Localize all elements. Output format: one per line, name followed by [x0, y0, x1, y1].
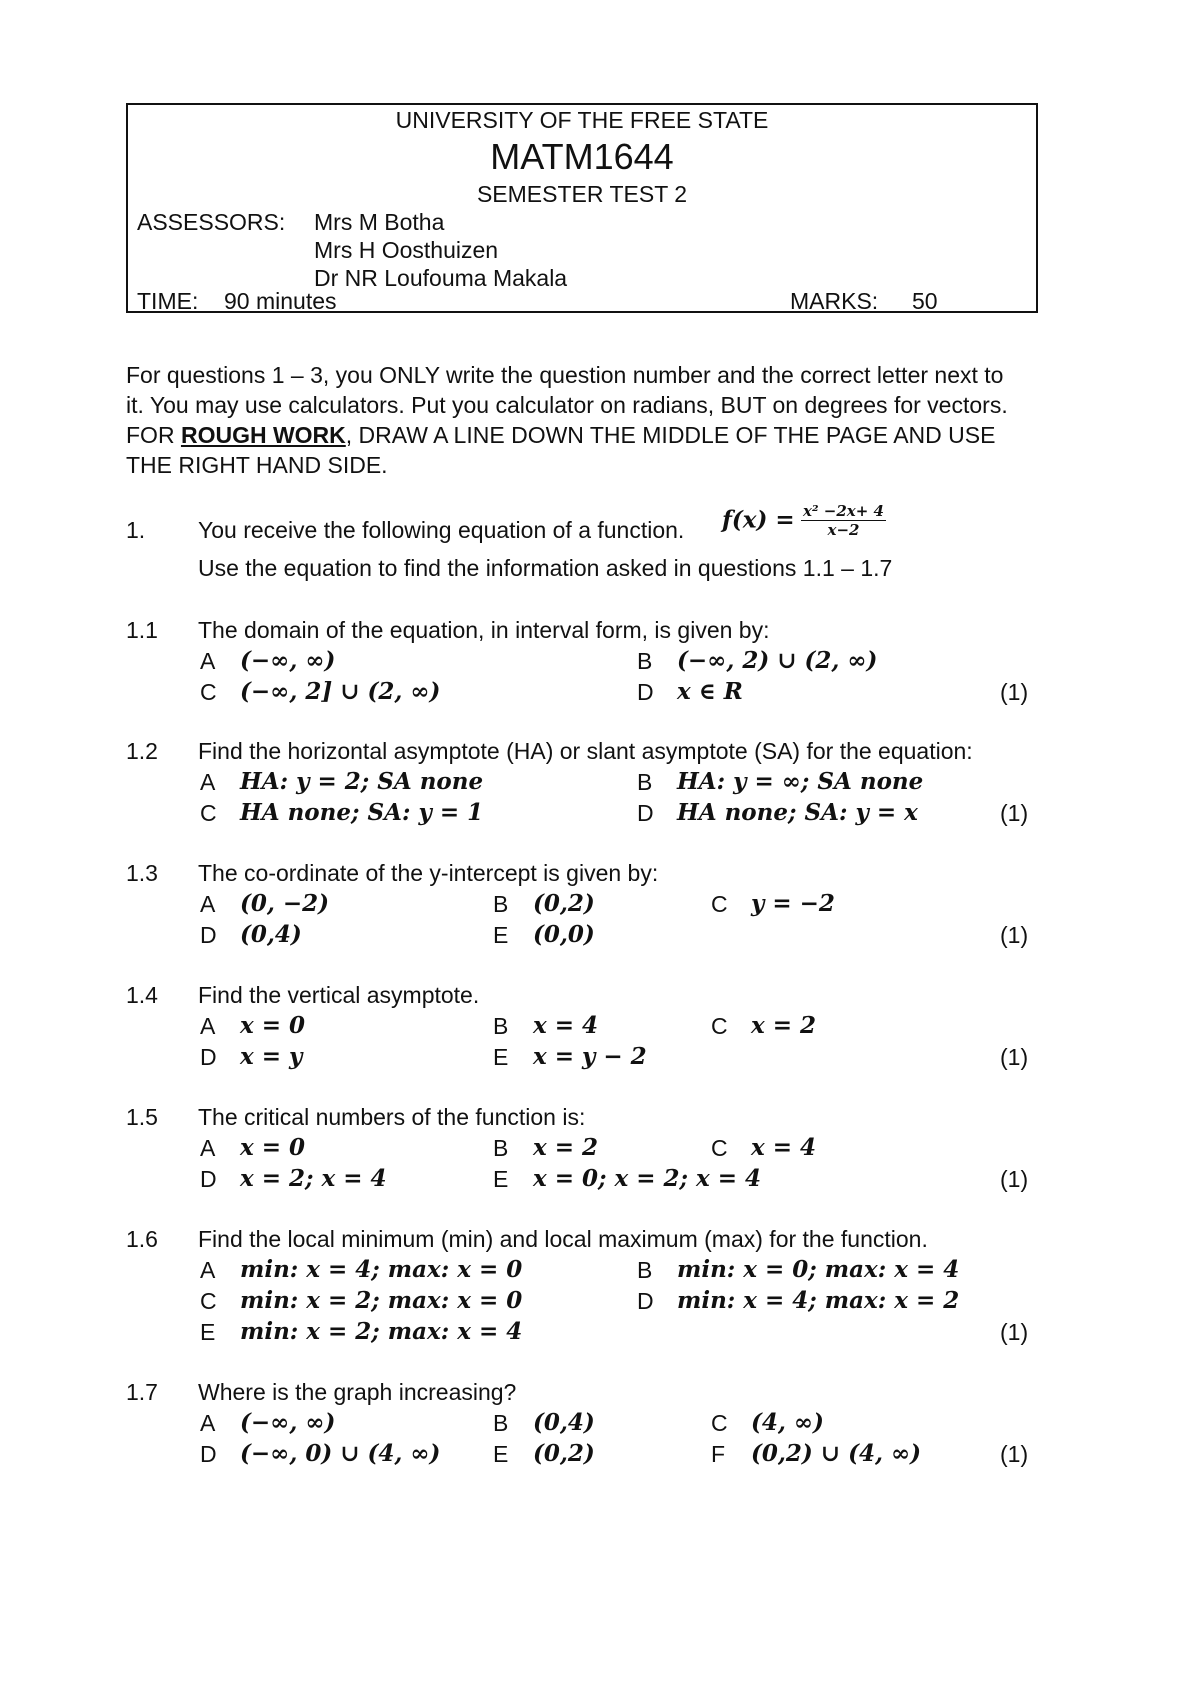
- option-value: (0,2): [533, 1440, 595, 1467]
- option-value: x = 4: [533, 1012, 599, 1039]
- option-value: (0,4): [240, 921, 302, 948]
- option-letter: D: [200, 1044, 217, 1070]
- option-value: HA none; SA: y = 1: [240, 799, 484, 826]
- option-letter: E: [493, 1441, 509, 1467]
- option-letter: A: [200, 769, 216, 795]
- option-letter: C: [711, 1410, 728, 1436]
- course-code: MATM1644: [490, 136, 674, 177]
- option-value: min: x = 4; max: x = 0: [240, 1256, 523, 1283]
- question-text: Where is the graph increasing?: [198, 1379, 517, 1405]
- option-letter: B: [637, 648, 653, 674]
- option-letter: E: [493, 1044, 509, 1070]
- instructions-line-2: it. You may use calculators. Put you calculator on radians, BUT on degrees for vectors.: [126, 392, 1008, 418]
- option-value: HA none; SA: y = x: [677, 799, 918, 826]
- option-letter: E: [493, 1166, 509, 1192]
- function-fraction: [801, 502, 886, 539]
- option-value: x = 2: [533, 1134, 599, 1161]
- rough-work-emphasis: ROUGH WORK: [180, 422, 346, 448]
- option-letter: D: [637, 800, 654, 826]
- function-equation: [722, 502, 886, 539]
- test-title: SEMESTER TEST 2: [476, 181, 688, 207]
- function-numerator: x² −2x+ 4: [803, 502, 884, 520]
- option-value: (−∞, ∞): [240, 1409, 336, 1436]
- option-value: (0,2): [533, 890, 595, 917]
- option-letter: C: [200, 1288, 217, 1314]
- option-value: min: x = 4; max: x = 2: [677, 1287, 960, 1314]
- option-letter: B: [637, 1257, 653, 1283]
- option-value: min: x = 2; max: x = 4: [240, 1318, 523, 1345]
- option-letter: D: [637, 1288, 654, 1314]
- question-number: 1.2: [126, 738, 158, 764]
- option-value: x = 0; x = 2; x = 4: [533, 1165, 762, 1192]
- question-number: 1.4: [126, 982, 158, 1008]
- question-mark: (1): [1000, 1319, 1029, 1345]
- option-letter: B: [493, 891, 509, 917]
- option-value: x = 2: [751, 1012, 817, 1039]
- option-letter: D: [637, 679, 654, 705]
- option-value: (0,4): [533, 1409, 595, 1436]
- question-mark: (1): [1000, 922, 1029, 948]
- instructions-line-3-pre: FOR: [126, 422, 181, 448]
- question-mark: (1): [1000, 1441, 1029, 1467]
- marks-value: 50: [912, 288, 938, 314]
- option-letter: D: [200, 1166, 217, 1192]
- option-value: (−∞, 0) ∪ (4, ∞): [240, 1440, 441, 1467]
- function-lhs: f(x) =: [722, 506, 795, 534]
- option-value: min: x = 2; max: x = 0: [240, 1287, 523, 1314]
- option-letter: A: [200, 1013, 216, 1039]
- option-letter: C: [200, 800, 217, 826]
- option-value: x = 4: [751, 1134, 817, 1161]
- question-text: Find the horizontal asymptote (HA) or slant asymptote (SA) for the equation:: [198, 738, 973, 764]
- option-value: (0,0): [533, 921, 595, 948]
- question-text: The critical numbers of the function is:: [198, 1104, 586, 1130]
- question-number: 1.7: [126, 1379, 158, 1405]
- question-mark: (1): [1000, 1044, 1029, 1070]
- option-value: (−∞, ∞): [240, 647, 336, 674]
- option-letter: D: [200, 1441, 217, 1467]
- instructions-line-1: For questions 1 – 3, you ONLY write the question number and the correct letter next to: [126, 362, 1004, 388]
- university-name: UNIVERSITY OF THE FREE STATE: [395, 107, 769, 133]
- option-letter: E: [493, 922, 509, 948]
- instructions-line-3-post: , DRAW A LINE DOWN THE MIDDLE OF THE PAGE AND USE: [345, 422, 996, 448]
- question-mark: (1): [1000, 679, 1029, 705]
- option-letter: C: [711, 1135, 728, 1161]
- option-value: min: x = 0; max: x = 4: [677, 1256, 960, 1283]
- question-1-number: 1.: [126, 517, 146, 543]
- option-value: x ∈ R: [677, 678, 743, 705]
- option-value: y = −2: [751, 890, 835, 917]
- option-letter: B: [493, 1410, 509, 1436]
- option-value: x = y − 2: [533, 1043, 647, 1070]
- instructions-line-3: [126, 420, 1066, 450]
- option-value: (−∞, 2) ∪ (2, ∞): [677, 647, 878, 674]
- question-text: Find the local minimum (min) and local maximum (max) for the function.: [198, 1226, 928, 1252]
- instructions-line-4: THE RIGHT HAND SIDE.: [126, 452, 388, 478]
- option-letter: A: [200, 1135, 216, 1161]
- option-value: HA: y = 2; SA none: [240, 768, 484, 795]
- function-denominator: x−2: [827, 521, 860, 539]
- question-mark: (1): [1000, 1166, 1029, 1192]
- question-text: The co-ordinate of the y-intercept is given by:: [198, 860, 659, 886]
- option-letter: B: [493, 1135, 509, 1161]
- option-letter: A: [200, 1410, 216, 1436]
- option-value: (4, ∞): [751, 1409, 824, 1436]
- option-letter: C: [200, 679, 217, 705]
- option-letter: B: [637, 769, 653, 795]
- question-text: Find the vertical asymptote.: [198, 982, 480, 1008]
- option-value: x = 0: [240, 1012, 306, 1039]
- assessor-1: Mrs M Botha: [314, 209, 445, 235]
- question-number: 1.3: [126, 860, 158, 886]
- option-value: x = 0: [240, 1134, 306, 1161]
- instructions: [126, 360, 1066, 480]
- option-letter: A: [200, 648, 216, 674]
- option-letter: A: [200, 1257, 216, 1283]
- option-letter: A: [200, 891, 216, 917]
- question-1-text: You receive the following equation of a function.: [198, 517, 685, 543]
- assessor-2: Mrs H Oosthuizen: [314, 237, 499, 263]
- question-number: 1.1: [126, 617, 158, 643]
- question-mark: (1): [1000, 800, 1029, 826]
- question-1-subtext: Use the equation to find the information asked in questions 1.1 – 1.7: [198, 555, 893, 581]
- marks-label: MARKS:: [790, 288, 879, 314]
- option-value: (−∞, 2] ∪ (2, ∞): [240, 678, 441, 705]
- option-letter: F: [711, 1441, 726, 1467]
- time-value: 90 minutes: [224, 288, 337, 314]
- option-letter: B: [493, 1013, 509, 1039]
- option-letter: C: [711, 1013, 728, 1039]
- assessor-3: Dr NR Loufouma Makala: [314, 265, 568, 291]
- option-value: x = y: [240, 1043, 303, 1070]
- option-letter: E: [200, 1319, 216, 1345]
- assessors-label: ASSESSORS:: [137, 209, 286, 235]
- option-value: x = 2; x = 4: [240, 1165, 387, 1192]
- question-text: The domain of the equation, in interval form, is given by:: [198, 617, 770, 643]
- option-value: (0, −2): [240, 890, 330, 917]
- question-number: 1.5: [126, 1104, 158, 1130]
- header-box: [126, 103, 1038, 313]
- time-label: TIME:: [137, 288, 199, 314]
- option-value: HA: y = ∞; SA none: [677, 768, 924, 795]
- option-value: (0,2) ∪ (4, ∞): [751, 1440, 922, 1467]
- option-letter: C: [711, 891, 728, 917]
- option-letter: D: [200, 922, 217, 948]
- question-number: 1.6: [126, 1226, 158, 1252]
